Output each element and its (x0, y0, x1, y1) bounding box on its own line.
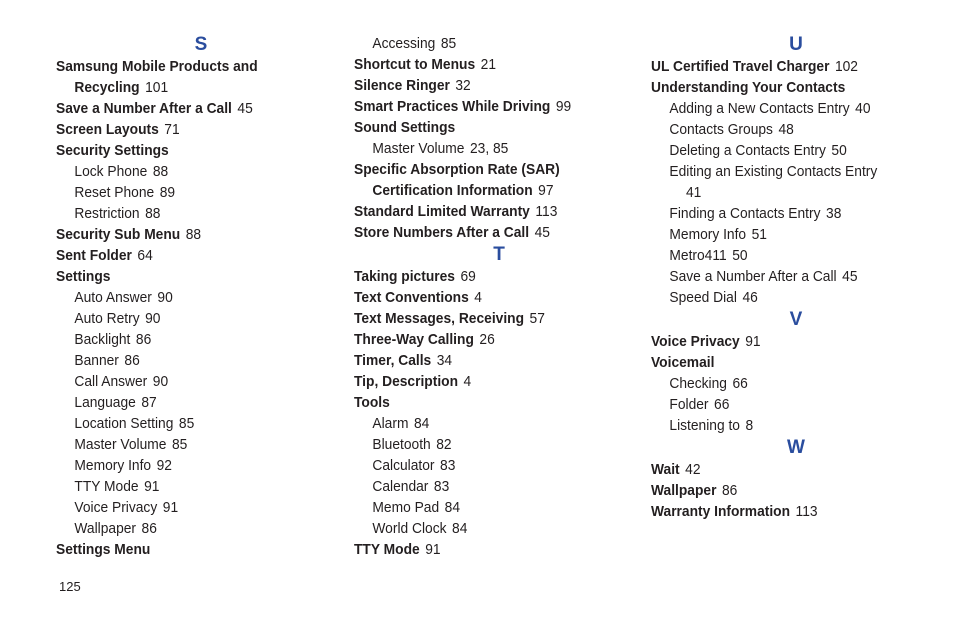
index-subentry (56, 350, 323, 371)
index-entry (354, 308, 621, 329)
index-term: World Clock (372, 520, 447, 537)
index-term: Language (74, 394, 136, 411)
index-page-ref: 85 (178, 415, 195, 432)
index-page-ref: 88 (145, 205, 161, 222)
index-page-ref: 46 (742, 289, 758, 306)
index-term: Lock Phone (74, 163, 148, 180)
index-page-ref: 87 (141, 394, 157, 411)
index-entry (354, 159, 621, 180)
index-page-ref: 32 (455, 77, 471, 94)
index-subentry (651, 415, 918, 436)
index-page-ref: 86 (141, 520, 157, 537)
index-term: Speed Dial (669, 289, 737, 306)
index-entry (651, 77, 918, 98)
index-term: Tip, Description (354, 373, 459, 390)
index-subentry (56, 392, 323, 413)
index-subentry (354, 138, 621, 159)
index-term: TTY Mode (354, 541, 420, 558)
index-term: Text Conventions (354, 289, 469, 306)
index-page-ref: 85 (440, 35, 457, 52)
index-term: Sent Folder (56, 247, 132, 264)
index-letter-heading: V (789, 309, 803, 330)
index-term: Memo Pad (372, 499, 440, 516)
index-subentry (651, 119, 918, 140)
index-page-ref: 86 (721, 482, 738, 499)
index-subentry (651, 203, 918, 224)
index-letter-heading: W (787, 437, 805, 458)
index-page-ref: 23, 85 (469, 140, 509, 157)
index-term: Voice Privacy (74, 499, 158, 516)
index-entry (354, 96, 621, 117)
index-page-ref: 42 (685, 461, 701, 478)
index-term: Banner (74, 352, 119, 369)
index-term: Three-Way Calling (354, 331, 474, 348)
index-entry (354, 201, 621, 222)
index-term: Text Messages, Receiving (354, 310, 525, 327)
index-term: Master Volume (372, 140, 465, 157)
index-page-ref: 84 (444, 499, 461, 516)
index-subentry (354, 455, 621, 476)
index-subentry (651, 98, 918, 119)
index-entry (354, 54, 621, 75)
index-term: Auto Retry (74, 310, 140, 327)
index-page-ref: 21 (480, 56, 497, 73)
page-number: 125 (59, 579, 81, 594)
index-page-ref: 92 (156, 457, 172, 474)
index-term: Smart Practices While Driving (354, 98, 551, 115)
index-subentry (56, 308, 323, 329)
index-term: Wallpaper (651, 482, 717, 499)
index-term: Alarm (372, 415, 409, 432)
index-page-ref: 83 (433, 478, 450, 495)
index-page-ref: 91 (745, 333, 761, 350)
index-page-ref: 89 (159, 184, 176, 201)
index-entry (354, 392, 621, 413)
index-term: Specific Absorption Rate (SAR) (354, 161, 560, 178)
index-term: Security Sub Menu (56, 226, 181, 243)
index-subentry (56, 434, 323, 455)
index-term: Backlight (74, 331, 131, 348)
index-page-ref: 4 (463, 373, 472, 390)
index-term: Tools (354, 394, 390, 411)
index-term: Reset Phone (74, 184, 155, 201)
index-term: Voicemail (651, 354, 715, 371)
index-term: Settings (56, 268, 111, 285)
index-term: Warranty Information (651, 503, 791, 520)
index-page-ref: 4 (474, 289, 482, 306)
index-page-ref: 85 (171, 436, 188, 453)
index-term: Auto Answer (74, 289, 152, 306)
index-page-ref: 91 (425, 541, 441, 558)
index-subentry (56, 203, 323, 224)
index-term: Screen Layouts (56, 121, 159, 138)
index-subentry (56, 329, 323, 350)
index-term: Checking (669, 375, 727, 392)
index-entry (354, 266, 621, 287)
index-subentry (56, 497, 323, 518)
index-term: Settings Menu (56, 541, 151, 558)
index-term: Sound Settings (354, 119, 456, 136)
index-term: Call Answer (74, 373, 148, 390)
index-subentry (56, 476, 323, 497)
index-page-ref: 38 (826, 205, 842, 222)
index-term: Listening to (669, 417, 740, 434)
index-term: Shortcut to Menus (354, 56, 476, 73)
index-entry (651, 501, 918, 522)
index-letter-heading: T (493, 244, 505, 265)
index-page-ref: 97 (538, 182, 554, 199)
index-page-ref: 64 (137, 247, 153, 264)
index-term: Certification Information (372, 182, 533, 199)
index-term: Calendar (372, 478, 429, 495)
index-page-ref: 83 (440, 457, 456, 474)
index-entry (651, 56, 918, 77)
index-term: 41 (685, 184, 702, 201)
index-term: Save a Number After a Call (669, 268, 837, 285)
index-entry (56, 140, 323, 161)
index-page-ref: 84 (413, 415, 430, 432)
index-page-ref: 90 (157, 289, 173, 306)
index-subentry (56, 371, 323, 392)
index-page-ref: 50 (831, 142, 847, 159)
index-page-ref: 91 (144, 478, 160, 495)
index-term: TTY Mode (74, 478, 139, 495)
index-term: Editing an Existing Contacts Entry (669, 163, 878, 180)
index-subentry (56, 182, 323, 203)
index-page-ref: 99 (555, 98, 572, 115)
index-term: Memory Info (669, 226, 747, 243)
index-subentry (56, 287, 323, 308)
index-term: Folder (669, 396, 709, 413)
index-page-ref: 84 (452, 520, 468, 537)
index-subentry (56, 161, 323, 182)
index-term: Voice Privacy (651, 333, 740, 350)
index-entry (651, 480, 918, 501)
index-page-ref: 113 (535, 203, 558, 220)
index-term: Memory Info (74, 457, 152, 474)
index-entry (56, 224, 323, 245)
index-subentry (651, 161, 918, 182)
index-page-ref: 88 (152, 163, 169, 180)
index-page-ref: 71 (164, 121, 180, 138)
index-subentry (651, 245, 918, 266)
index-subentry (651, 394, 918, 415)
index-entry (56, 56, 323, 77)
index-page-ref: 66 (714, 396, 730, 413)
index-entry (651, 459, 918, 480)
index-entry (56, 539, 323, 560)
index-column-1 (56, 33, 346, 560)
index-entry-continuation (56, 77, 323, 98)
index-subentry (651, 266, 918, 287)
index-page-ref: 113 (795, 503, 818, 520)
index-subentry-continuation (651, 182, 918, 203)
index-term: UL Certified Travel Charger (651, 58, 830, 75)
index-entry (354, 287, 621, 308)
index-term: Contacts Groups (669, 121, 773, 138)
index-entry (651, 331, 918, 352)
index-page-ref: 48 (778, 121, 794, 138)
index-term: Recycling (74, 79, 140, 96)
index-entry (354, 117, 621, 138)
index-page-ref: 82 (436, 436, 452, 453)
index-page-ref: 69 (460, 268, 476, 285)
index-page-ref: 26 (479, 331, 495, 348)
index-subentry (354, 476, 621, 497)
index-page-ref: 51 (751, 226, 767, 243)
index-subentry (651, 373, 918, 394)
index-page-ref: 34 (436, 352, 453, 369)
index-page-ref: 66 (732, 375, 748, 392)
index-page-ref: 86 (124, 352, 140, 369)
index-term: Save a Number After a Call (56, 100, 232, 117)
index-page-ref: 86 (135, 331, 152, 348)
index-letter-heading: U (789, 34, 803, 55)
index-entry (56, 245, 323, 266)
index-page-ref: 8 (745, 417, 754, 434)
index-subentry (354, 497, 621, 518)
index-page-ref: 45 (534, 224, 550, 241)
index-subentry (651, 224, 918, 245)
index-term: Accessing (372, 35, 436, 52)
index-term: Wait (651, 461, 680, 478)
index-subentry (56, 413, 323, 434)
index-page-ref: 50 (732, 247, 748, 264)
index-entry (56, 266, 323, 287)
index-entry (354, 350, 621, 371)
index-term: Deleting a Contacts Entry (669, 142, 826, 159)
index-page-ref: 90 (145, 310, 161, 327)
index-entry-continuation (354, 180, 621, 201)
index-letter-heading: S (194, 34, 208, 55)
index-page-ref: 88 (185, 226, 202, 243)
index-entry (354, 75, 621, 96)
index-term: Wallpaper (74, 520, 137, 537)
index-entry (354, 539, 621, 560)
index-term: Location Setting (74, 415, 174, 432)
index-term: Samsung Mobile Products and (56, 58, 258, 75)
index-entry (651, 352, 918, 373)
index-page-ref: 45 (842, 268, 858, 285)
index-page-ref: 91 (162, 499, 179, 516)
index-term: Finding a Contacts Entry (669, 205, 821, 222)
index-term: Restriction (74, 205, 140, 222)
index-page-ref: 101 (145, 79, 169, 96)
index-subentry (651, 140, 918, 161)
index-column-3 (651, 33, 941, 522)
index-term: Calculator (372, 457, 435, 474)
index-term: Standard Limited Warranty (354, 203, 530, 220)
index-term: Master Volume (74, 436, 167, 453)
index-column-2 (354, 33, 644, 560)
index-page-ref: 40 (855, 100, 871, 117)
index-term: Store Numbers After a Call (354, 224, 530, 241)
index-term: Understanding Your Contacts (651, 79, 846, 96)
index-subentry (354, 413, 621, 434)
index-term: Bluetooth (372, 436, 431, 453)
index-term: Timer, Calls (354, 352, 432, 369)
index-subentry (354, 434, 621, 455)
index-subentry (354, 33, 621, 54)
index-subentry (651, 287, 918, 308)
index-page-ref: 57 (529, 310, 545, 327)
index-entry (354, 329, 621, 350)
index-term: Metro411 (669, 247, 727, 264)
index-subentry (56, 455, 323, 476)
index-subentry (354, 518, 621, 539)
index-term: Adding a New Contacts Entry (669, 100, 850, 117)
index-entry (56, 98, 323, 119)
index-entry (56, 119, 323, 140)
index-page-ref: 90 (152, 373, 169, 390)
index-page-ref: 102 (834, 58, 858, 75)
index-term: Security Settings (56, 142, 169, 159)
index-term: Taking pictures (354, 268, 455, 285)
index-entry (354, 371, 621, 392)
index-page-ref: 45 (237, 100, 253, 117)
index-term: Silence Ringer (354, 77, 450, 94)
index-subentry (56, 518, 323, 539)
index-entry (354, 222, 621, 243)
